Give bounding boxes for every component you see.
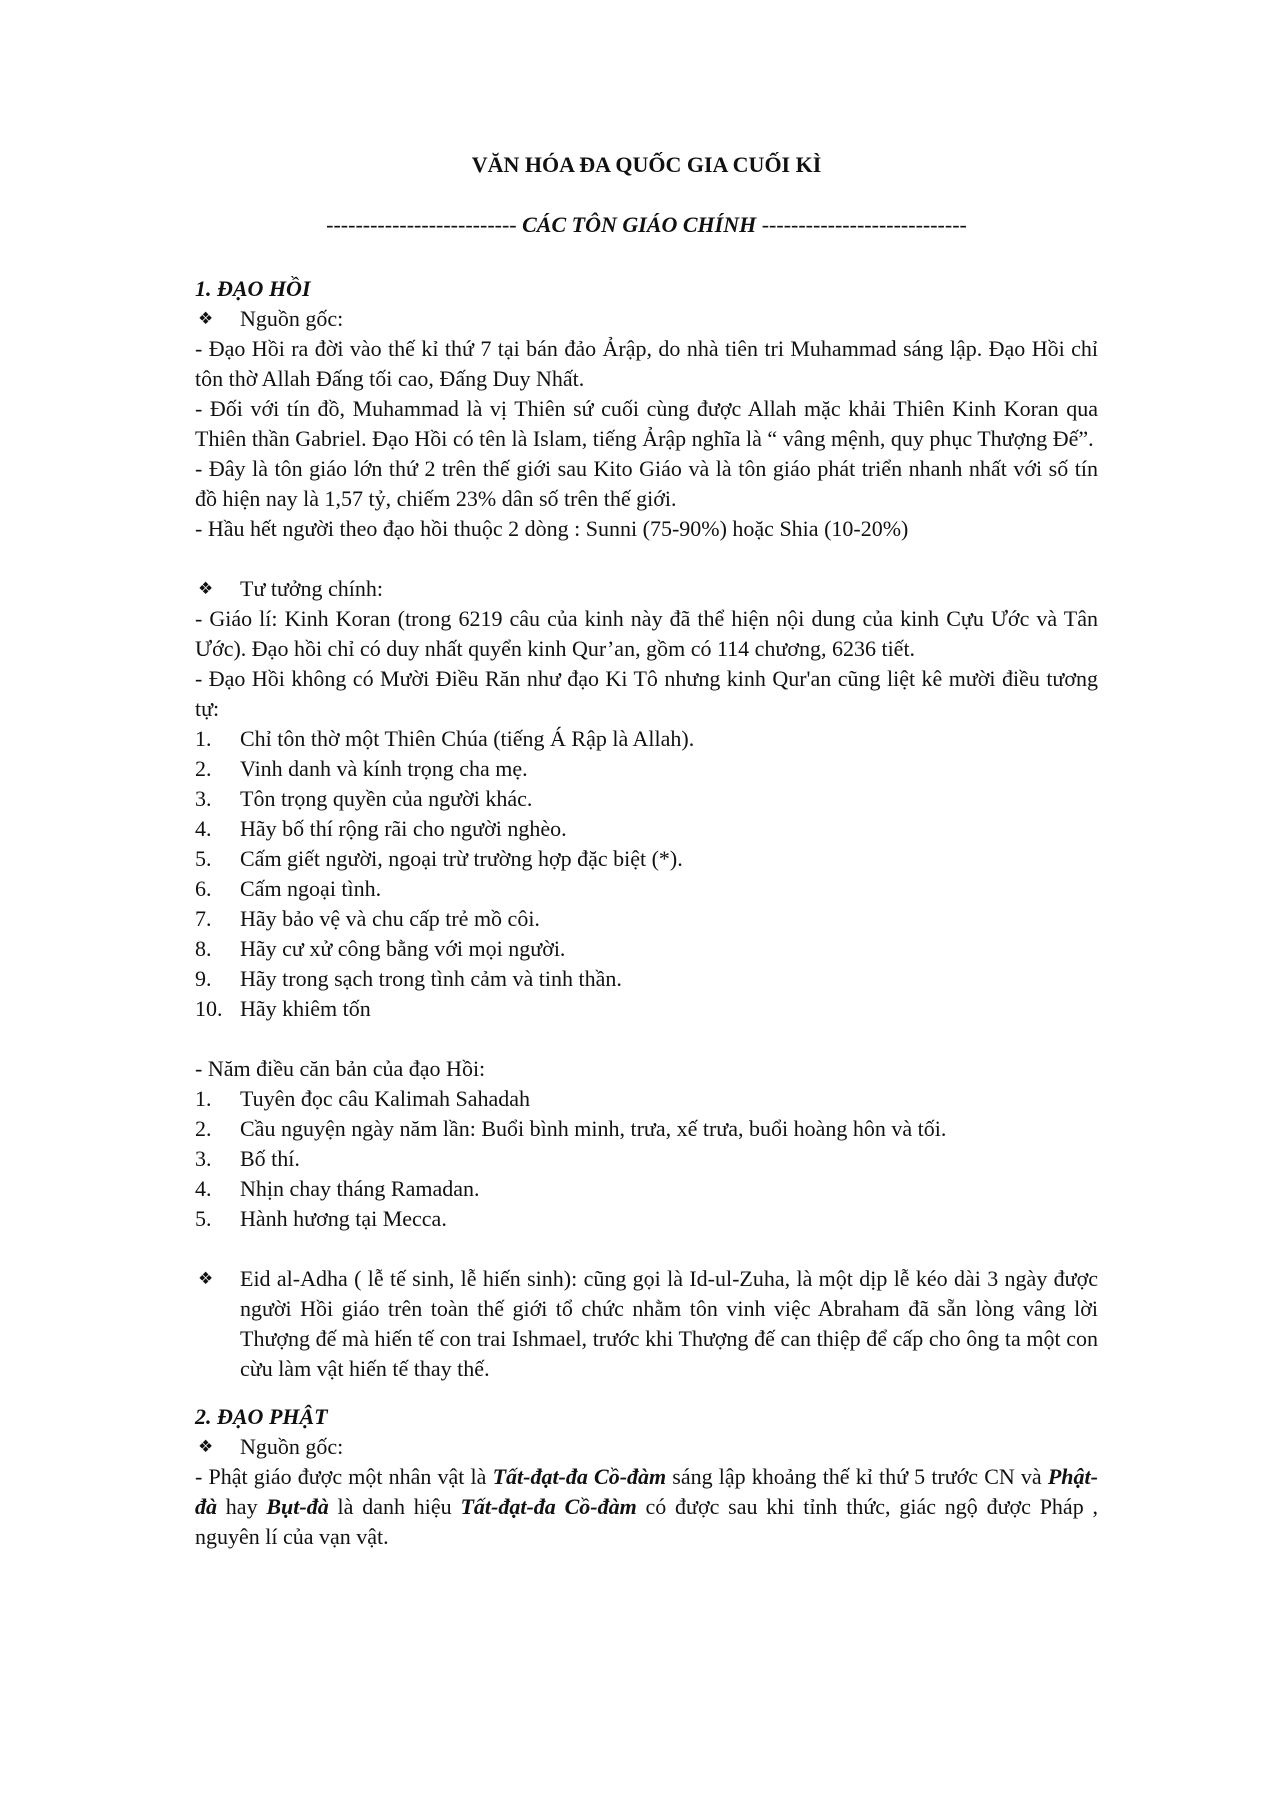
name-emphasis: Phật-đà — [195, 1464, 1098, 1519]
diamond-bullet-icon: ❖ — [198, 579, 214, 599]
paragraph: - Hầu hết người theo đạo hồi thuộc 2 dòng : Sunni (75-90%) hoặc Shia (10-20%) — [195, 516, 909, 541]
paragraph: - Giáo lí: Kinh Koran (trong 6219 câu của kinh này đã thể hiện nội dung của kinh Cựu Ước và Tân Ước). Đạo hồi chỉ có duy nhất quyển kinh Qur’an, gồm có 114 chương, 6236 tiết. — [195, 606, 1098, 661]
list-item: 9. Hãy trong sạch trong tình cảm và tinh thần. — [195, 966, 622, 991]
bullet-label: Nguồn gốc: — [240, 306, 344, 331]
subtitle-dashes-left: -------------------------- — [326, 212, 517, 237]
list-item: 5. Hành hương tại Mecca. — [195, 1206, 447, 1231]
list-item: 5. Cấm giết người, ngoại trừ trường hợp đặc biệt (*). — [195, 846, 683, 871]
document-title: VĂN HÓA ĐA QUỐC GIA CUỐI KÌ — [471, 152, 822, 177]
list-item: 1. Chỉ tôn thờ một Thiên Chúa (tiếng Á Rập là Allah). — [195, 726, 695, 751]
name-emphasis: Tất-đạt-đa Cồ-đàm — [460, 1494, 637, 1519]
bullet-label: Tư tưởng chính: — [240, 576, 384, 601]
section-heading-buddhism: 2. ĐẠO PHẬT — [195, 1404, 328, 1429]
bullet-label: Nguồn gốc: — [240, 1434, 344, 1459]
list-item: 4. Hãy bố thí rộng rãi cho người nghèo. — [195, 816, 567, 841]
list-item: 1. Tuyên đọc câu Kalimah Sahadah — [195, 1086, 531, 1111]
ten-rules-list — [195, 724, 1098, 1024]
name-emphasis: Bụt-đà — [266, 1494, 329, 1519]
five-pillars-label: - Năm điều căn bản của đạo Hồi: — [195, 1056, 486, 1081]
bullet-origin — [195, 304, 1098, 334]
name-emphasis: Tất-đạt-đa Cồ-đàm — [492, 1464, 667, 1489]
list-item: 7. Hãy bảo vệ và chu cấp trẻ mồ côi. — [195, 906, 540, 931]
paragraph: - Đạo Hồi không có Mười Điều Răn như đạo Ki Tô nhưng kinh Qur'an cũng liệt kê mười điều tương tự: — [195, 666, 1098, 721]
subtitle-text: CÁC TÔN GIÁO CHÍNH — [522, 212, 757, 237]
list-item: 4. Nhịn chay tháng Ramadan. — [195, 1176, 480, 1201]
list-item: 2. Cầu nguyện ngày năm lần: Buổi bình minh, trưa, xế trưa, buổi hoàng hôn và tối. — [195, 1116, 947, 1141]
list-item: 6. Cấm ngoại tình. — [195, 876, 382, 901]
list-item: 2. Vinh danh và kính trọng cha mẹ. — [195, 756, 528, 781]
subtitle-dashes-right: ---------------------------- — [761, 212, 967, 237]
list-item: 3. Bố thí. — [195, 1146, 300, 1171]
diamond-bullet-icon: ❖ — [198, 1437, 214, 1457]
five-pillars-list — [195, 1084, 1098, 1234]
paragraph: - Đạo Hồi ra đời vào thế kỉ thứ 7 tại bán đảo Ảrập, do nhà tiên tri Muhammad sáng lập. Đạo Hồi chỉ tôn thờ Allah Đấng tối cao, Đấng Duy Nhất. — [195, 336, 1098, 391]
bullet-eid-al-adha — [195, 1264, 1098, 1384]
diamond-bullet-icon: ❖ — [198, 309, 214, 329]
document-subtitle — [195, 210, 1098, 240]
eid-paragraph: Eid al-Adha ( lễ tế sinh, lễ hiến sinh): cũng gọi là Id-ul-Zuha, là một dịp lễ kéo dài 3 ngày được người Hồi giáo trên toàn thế giới tổ chức nhằm tôn vinh việc Abraham đã sẵn lòng vâng lời Thượng đế mà hiến tế con trai Ishmael, trước khi Thượng đế can thiệp để cấp cho ông ta một con cừu làm vật hiến tế thay thế. — [240, 1266, 1098, 1381]
bullet-origin — [195, 1432, 1098, 1462]
diamond-bullet-icon: ❖ — [198, 1269, 214, 1289]
list-item: 10. Hãy khiêm tốn — [195, 996, 371, 1021]
document-page — [195, 150, 1098, 1552]
list-item: 8. Hãy cư xử công bằng với mọi người. — [195, 936, 566, 961]
paragraph: - Đây là tôn giáo lớn thứ 2 trên thế giới sau Kito Giáo và là tôn giáo phát triển nhanh nhất với số tín đồ hiện nay là 1,57 tỷ, chiếm 23% dân số trên thế giới. — [195, 456, 1098, 511]
paragraph: - Đối với tín đồ, Muhammad là vị Thiên sứ cuối cùng được Allah mặc khải Thiên Kinh Koran qua Thiên thần Gabriel. Đạo Hồi có tên là Islam, tiếng Ảrập nghĩa là “ vâng mệnh, quy phục Thượng Đế”. — [195, 396, 1098, 451]
section-heading-islam: 1. ĐẠO HỒI — [195, 276, 311, 301]
paragraph: - Phật giáo được một nhân vật là Tất-đạt-đa Cồ-đàm sáng lập khoảng thế kỉ thứ 5 trước CN và Phật-đà hay Bụt-đà là danh hiệu Tất-đạt-đa Cồ-đàm có được sau khi tỉnh thức, giác ngộ được Pháp , nguyên lí của vạn vật. — [195, 1464, 1098, 1549]
bullet-main-thought — [195, 574, 1098, 604]
list-item: 3. Tôn trọng quyền của người khác. — [195, 786, 533, 811]
